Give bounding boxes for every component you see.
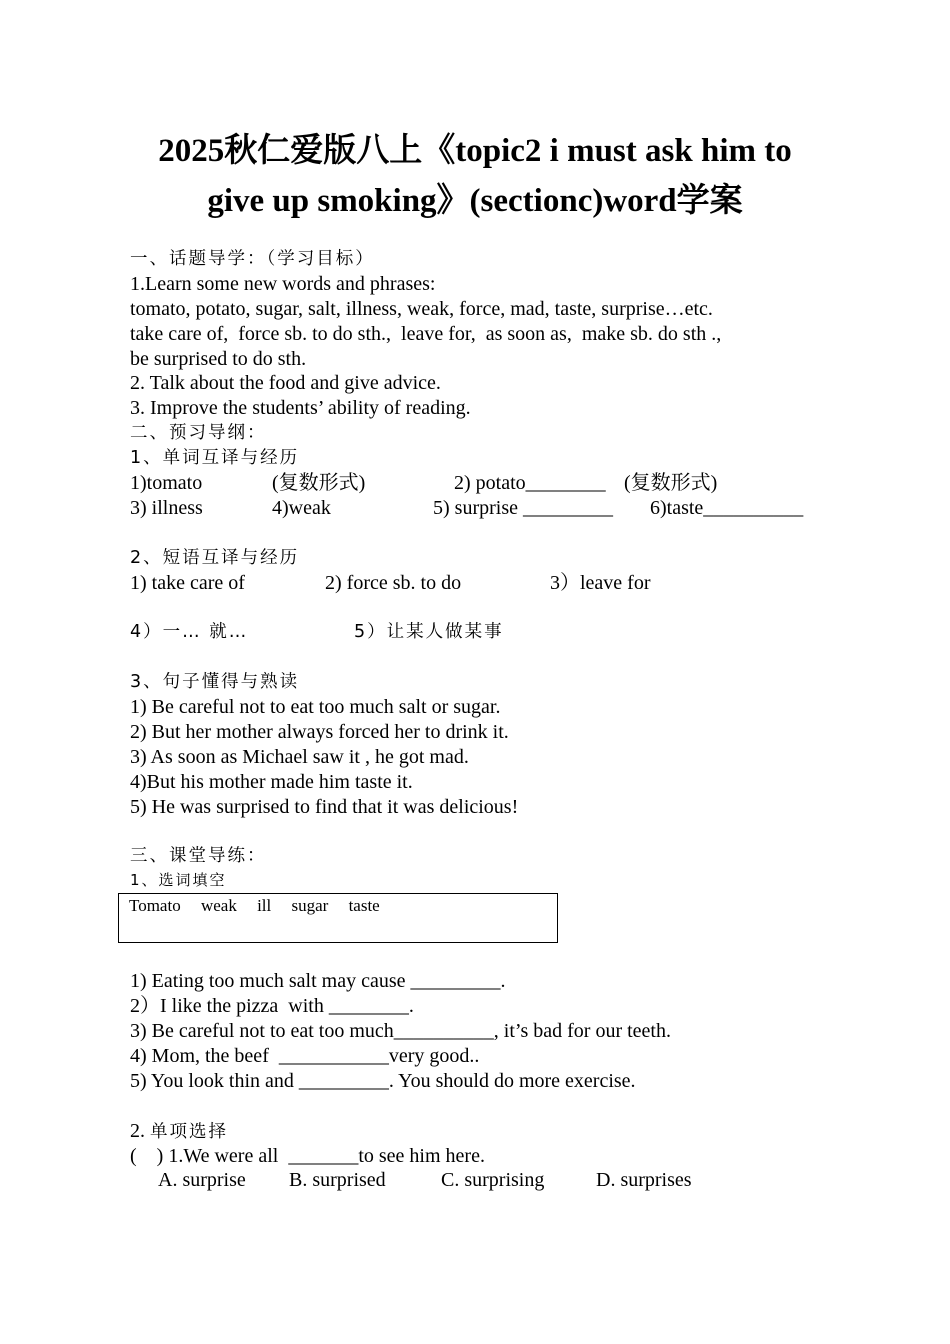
- option-a: A. surprise: [158, 1169, 246, 1192]
- phrase-item: 1) take care of: [130, 571, 245, 594]
- document-title: [90, 126, 860, 226]
- word-bank-item: weak: [200, 896, 237, 916]
- vocab-item: 1)tomato: [130, 472, 203, 495]
- document-body: [130, 247, 850, 1193]
- sentence-line: 2) But her mother always forced her to drink it.: [130, 720, 509, 743]
- fill-blank-heading: 1、选词填空: [130, 871, 227, 890]
- section3-heading: 三、课堂导练：: [130, 846, 267, 867]
- vocab-item: 3) illness: [130, 496, 203, 519]
- vocab-row: [130, 471, 850, 496]
- phrase-item: 2) force sb. to do: [325, 571, 462, 594]
- phrase-item: 5）让某人做某事: [354, 622, 504, 643]
- option-d: D. surprises: [596, 1169, 692, 1192]
- objective-line: 1.Learn some new words and phrases:: [130, 272, 436, 295]
- phrases-heading: 2、短语互译与经历: [130, 547, 300, 568]
- sentence-line: 3) As soon as Michael saw it , he got mad.: [130, 745, 469, 768]
- section2-heading: 二、预习导纲：: [130, 423, 267, 444]
- option-b: B. surprised: [289, 1169, 386, 1192]
- vocab-item: 4)weak: [272, 496, 331, 519]
- objective-line: tomato, potato, sugar, salt, illness, weak, force, mad, taste, surprise…etc.: [130, 297, 713, 320]
- word-bank-box: [118, 893, 558, 943]
- phrase-row: [130, 620, 850, 645]
- vocab-row: [130, 496, 850, 521]
- phrase-row: [130, 571, 850, 596]
- sentence-line: 5) He was surprised to find that it was delicious!: [130, 795, 519, 818]
- vocab-item: (复数形式): [624, 472, 718, 495]
- multiple-choice-number: 2.: [130, 1119, 150, 1142]
- vocab-heading: 1、单词互译与经历: [130, 448, 300, 469]
- multiple-choice-question: ( ) 1.We were all _______to see him here.: [130, 1144, 485, 1167]
- option-c: C. surprising: [441, 1169, 545, 1192]
- objective-line: 3. Improve the students’ ability of reading.: [130, 397, 471, 420]
- vocab-item: 5) surprise _________: [433, 496, 613, 519]
- answer-options: [130, 1168, 850, 1193]
- objective-line: be surprised to do sth.: [130, 347, 307, 370]
- fill-blank-question: 5) You look thin and _________. You should do more exercise.: [130, 1069, 636, 1092]
- word-bank-item: ill: [257, 896, 272, 916]
- fill-blank-question: 4) Mom, the beef ___________very good..: [130, 1044, 480, 1067]
- title-line-1: 2025秋仁爱版八上《topic2 i must ask him to: [158, 133, 792, 169]
- fill-blank-question: 3) Be careful not to eat too much__________, it’s bad for our teeth.: [130, 1020, 671, 1043]
- fill-blank-question: 1) Eating too much salt may cause _________.: [130, 970, 506, 993]
- sentences-heading: 3、句子懂得与熟读: [130, 672, 300, 693]
- sentence-line: 4)But his mother made him taste it.: [130, 770, 413, 793]
- phrase-item: 3）leave for: [550, 571, 651, 594]
- objective-line: 2. Talk about the food and give advice.: [130, 372, 441, 395]
- vocab-item: 2) potato________: [454, 472, 606, 495]
- vocab-item: (复数形式): [272, 472, 366, 495]
- word-bank-item: taste: [348, 896, 380, 916]
- sentence-line: 1) Be careful not to eat too much salt or sugar.: [130, 696, 501, 719]
- word-bank-item: Tomato: [129, 896, 181, 916]
- fill-blank-question: 2）I like the pizza with ________.: [130, 995, 414, 1018]
- objective-line: take care of, force sb. to do sth., leave for, as soon as, make sb. do sth .,: [130, 322, 722, 345]
- phrase-item: 4）一… 就…: [130, 622, 249, 643]
- word-bank-item: sugar: [291, 896, 329, 916]
- multiple-choice-title: 单项选择: [150, 1121, 228, 1142]
- section1-heading: 一、话题导学：（学习目标）: [130, 249, 375, 269]
- multiple-choice-heading: [130, 1119, 850, 1144]
- title-line-2: give up smoking》(sectionc)word学案: [207, 183, 743, 219]
- vocab-item: 6)taste__________: [650, 496, 804, 519]
